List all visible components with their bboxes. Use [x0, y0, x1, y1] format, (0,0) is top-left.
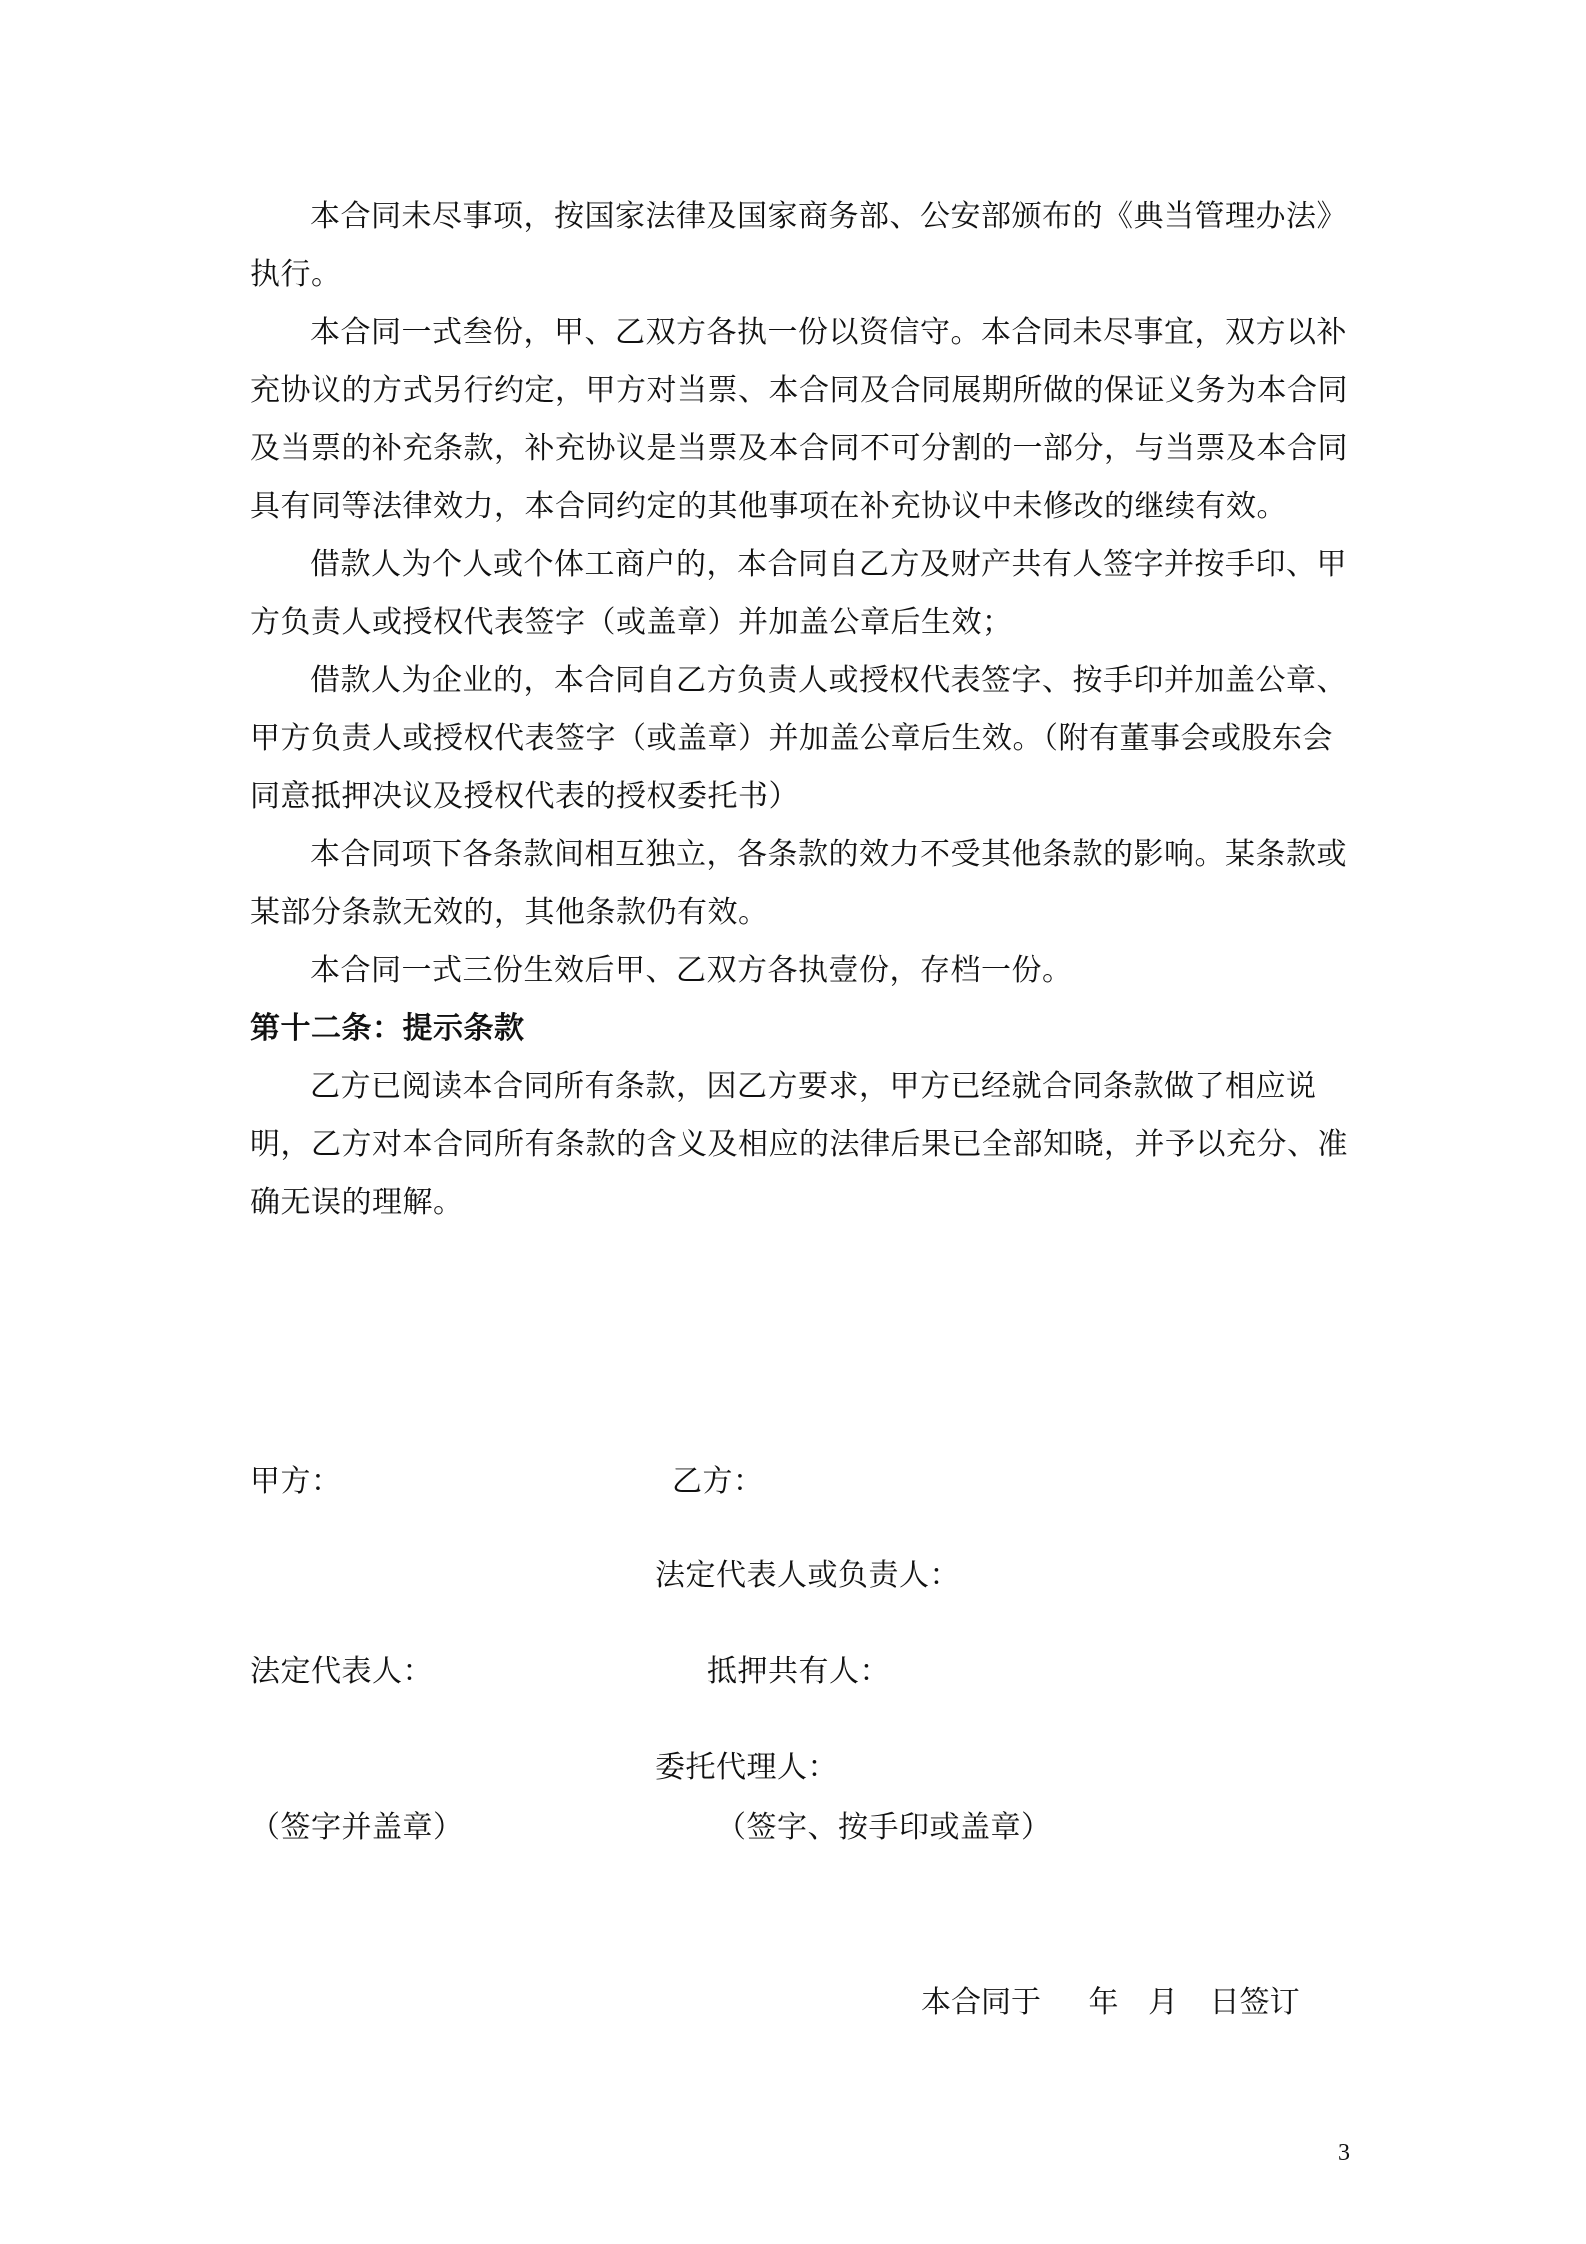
mortgage-co-owner-label: 抵押共有人：: [707, 1654, 890, 1689]
contract-body: [250, 188, 1350, 1232]
signing-date-line: [921, 1983, 1300, 2023]
party-a-sign-note: （签字并盖章）: [250, 1810, 464, 1845]
party-b-sign-note: （签字、按手印或盖章）: [716, 1810, 1052, 1845]
date-prefix: 本合同于: [921, 1985, 1041, 2020]
legal-rep-label: 法定代表人：: [250, 1654, 433, 1689]
agent-label: 委托代理人：: [655, 1750, 838, 1785]
clause-paragraph: 本合同一式三份生效后甲、乙双方各执壹份，存档一份。: [310, 953, 1073, 988]
date-year: 年: [1088, 1985, 1119, 2020]
date-day: 日签订: [1209, 1985, 1300, 2020]
clause-paragraph: 本合同项下各条款间相互独立，各条款的效力不受其他条款的影响。某条款或某部分条款无效的，其他条款仍有效。: [250, 837, 1347, 930]
article-12-heading: 第十二条：提示条款: [250, 1011, 525, 1046]
clause-paragraph: 本合同一式叁份，甲、乙双方各执一份以资信守。本合同未尽事宜，双方以补充协议的方式另行约定，甲方对当票、本合同及合同展期所做的保证义务为本合同及当票的补充条款，补充协议是当票及本合同不可分割的一部分，与当票及本合同具有同等法律效力，本合同约定的其他事项在补充协议中未修改的继续有效。: [250, 315, 1348, 524]
clause-paragraph: 本合同未尽事项，按国家法律及国家商务部、公安部颁布的《典当管理办法》执行。: [250, 199, 1347, 292]
clause-paragraph: 借款人为个人或个体工商户的，本合同自乙方及财产共有人签字并按手印、甲方负责人或授权代表签字（或盖章）并加盖公章后生效；: [250, 547, 1347, 640]
legal-rep-or-head-label: 法定代表人或负责人：: [655, 1558, 960, 1593]
clause-paragraph: 借款人为企业的，本合同自乙方负责人或授权代表签字、按手印并加盖公章、甲方负责人或授权代表签字（或盖章）并加盖公章后生效。（附有董事会或股东会同意抵押决议及授权代表的授权委托书）: [250, 663, 1347, 814]
page-number: 3: [1338, 2140, 1350, 2166]
party-b-label: 乙方：: [672, 1464, 764, 1499]
party-a-label: 甲方：: [250, 1464, 342, 1499]
date-month: 月: [1148, 1985, 1179, 2020]
article-12-text: 乙方已阅读本合同所有条款，因乙方要求，甲方已经就合同条款做了相应说明，乙方对本合同所有条款的含义及相应的法律后果已全部知晓，并予以充分、准确无误的理解。: [250, 1069, 1348, 1220]
